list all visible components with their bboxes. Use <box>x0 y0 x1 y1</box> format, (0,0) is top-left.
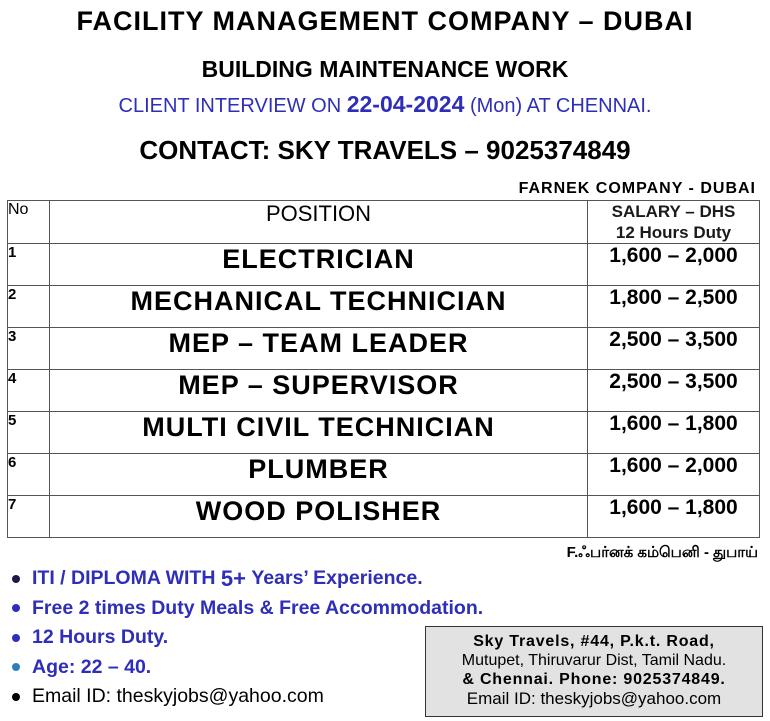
duty-text: 12 Hours Duty. <box>32 626 169 649</box>
interview-suffix: AT CHENNAI. <box>526 95 652 117</box>
table-row <box>8 454 760 496</box>
bullet-dot-icon <box>12 634 20 642</box>
bullet-dot-icon <box>12 604 20 612</box>
meals-text: Free 2 times Duty Meals & Free Accommodation. <box>32 596 484 619</box>
list-item <box>12 594 483 624</box>
experience-years: 5+ <box>220 565 246 591</box>
row-position: ELECTRICIAN <box>50 244 588 286</box>
company-label-tamil: F.ஃபர்னக் கம்பெனி - துபாய் <box>566 544 758 561</box>
row-salary: 1,800 – 2,500 <box>588 286 760 328</box>
row-salary: 1,600 – 2,000 <box>588 244 760 286</box>
header-position: POSITION <box>50 201 588 244</box>
row-number: 4 <box>8 370 50 412</box>
row-position: PLUMBER <box>50 454 588 496</box>
address-line-1: Sky Travels, #44, P.k.t. Road, <box>473 633 715 650</box>
table-row <box>8 496 760 538</box>
header-salary-currency: SALARY – DHS <box>611 202 736 221</box>
list-item <box>12 623 483 653</box>
row-salary: 2,500 – 3,500 <box>588 328 760 370</box>
row-number: 1 <box>8 244 50 286</box>
row-salary: 1,600 – 2,000 <box>588 454 760 496</box>
row-number: 3 <box>8 328 50 370</box>
table-row <box>8 328 760 370</box>
bullet-dot-icon <box>12 663 20 671</box>
experience-prefix: ITI / DIPLOMA WITH <box>32 567 216 590</box>
row-number: 5 <box>8 412 50 454</box>
table-row <box>8 244 760 286</box>
header-salary-duty: 12 Hours Duty <box>615 223 732 242</box>
row-position: MEP – SUPERVISOR <box>50 370 588 412</box>
row-position: MULTI CIVIL TECHNICIAN <box>50 412 588 454</box>
row-salary: 1,600 – 1,800 <box>588 496 760 538</box>
interview-prefix: CLIENT INTERVIEW ON <box>118 95 342 117</box>
list-item <box>12 682 483 712</box>
row-number: 7 <box>8 496 50 538</box>
requirements-list <box>12 564 483 712</box>
address-box <box>425 626 763 717</box>
company-label: FARNEK COMPANY - DUBAI <box>518 180 756 197</box>
page-title: FACILITY MANAGEMENT COMPANY – DUBAI <box>76 6 694 36</box>
header-salary <box>588 201 760 244</box>
row-position: MECHANICAL TECHNICIAN <box>50 286 588 328</box>
page-subtitle: BUILDING MAINTENANCE WORK <box>201 56 569 82</box>
experience-suffix: Years’ Experience. <box>251 567 423 590</box>
bullet-dot-icon <box>12 693 20 701</box>
table-row <box>8 370 760 412</box>
interview-day: (Mon) <box>469 95 523 117</box>
row-number: 2 <box>8 286 50 328</box>
address-email[interactable]: Email ID: theskyjobs@yahoo.com <box>466 689 722 708</box>
contact-line: CONTACT: SKY TRAVELS – 9025374849 <box>139 135 631 165</box>
interview-line <box>0 91 770 118</box>
row-position: MEP – TEAM LEADER <box>50 328 588 370</box>
table-row <box>8 412 760 454</box>
age-text: Age: 22 – 40. <box>32 655 152 678</box>
list-item <box>12 564 483 594</box>
table-header-row <box>8 201 760 244</box>
bullet-dot-icon <box>12 575 20 583</box>
row-salary: 2,500 – 3,500 <box>588 370 760 412</box>
positions-table <box>7 200 760 538</box>
row-number: 6 <box>8 454 50 496</box>
list-item <box>12 653 483 683</box>
interview-date: 22-04-2024 <box>346 91 465 117</box>
address-line-3: & Chennai. Phone: 9025374849. <box>462 671 726 688</box>
email-text[interactable]: Email ID: theskyjobs@yahoo.com <box>32 685 324 708</box>
row-position: WOOD POLISHER <box>50 496 588 538</box>
table-row <box>8 286 760 328</box>
row-salary: 1,600 – 1,800 <box>588 412 760 454</box>
header-no: No <box>8 201 50 244</box>
address-line-2: Mutupet, Thiruvarur Dist, Tamil Nadu. <box>461 652 727 669</box>
